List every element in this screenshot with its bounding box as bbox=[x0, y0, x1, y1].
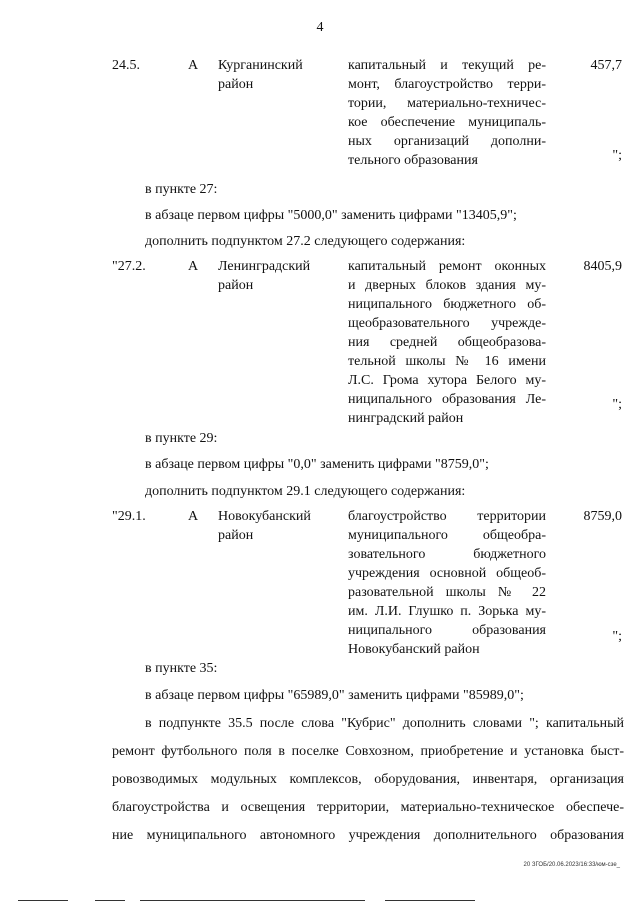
paragraph-subpoint-35-5 bbox=[112, 714, 624, 854]
description-line: капитальный ремонт оконных bbox=[348, 259, 546, 274]
row-district bbox=[218, 56, 328, 94]
paragraph-line: ние муниципального автономного учреждения дополнительного образования bbox=[112, 828, 624, 843]
row-number: 24.5. bbox=[112, 58, 140, 73]
description-line: тельного образования bbox=[348, 153, 478, 168]
district-line: район bbox=[218, 278, 254, 293]
paragraph-point-29-a: в абзаце первом цифры "0,0" заменить цифрами "8759,0"; bbox=[145, 457, 489, 472]
description-line: Л.С. Грома хутора Белого му- bbox=[348, 373, 546, 388]
scan-artifact-line bbox=[385, 900, 475, 901]
scan-artifact-line bbox=[95, 900, 125, 901]
description-line: нинградский район bbox=[348, 411, 464, 426]
description-line: им. Л.И. Глушко п. Зорька му- bbox=[348, 604, 546, 619]
paragraph-point-29: в пункте 29: bbox=[145, 431, 218, 446]
description-line: ниципального образования bbox=[348, 623, 546, 638]
row-number: "29.1. bbox=[112, 509, 146, 524]
paragraph-point-35-a: в абзаце первом цифры "65989,0" заменить цифрами "85989,0"; bbox=[145, 688, 524, 703]
row-category: А bbox=[188, 259, 199, 274]
row-description bbox=[348, 56, 546, 170]
row-number: "27.2. bbox=[112, 259, 146, 274]
scan-artifact-line bbox=[140, 900, 365, 901]
paragraph-line: ремонт футбольного поля в поселке Совхозном, приобретение и установка быст- bbox=[112, 744, 624, 759]
paragraph-line: ровозводимых модульных комплексов, оборудования, инвентаря, организация bbox=[112, 772, 624, 787]
district-line: Курганинский bbox=[218, 58, 303, 73]
description-line: разовательной школы № 22 bbox=[348, 585, 546, 600]
description-line: тории, материально-техничес- bbox=[348, 96, 546, 111]
description-line: и дверных блоков здания му- bbox=[348, 278, 546, 293]
description-line: учреждения основной общеоб- bbox=[348, 566, 546, 581]
row-closing-quote: "; bbox=[612, 148, 622, 163]
description-line: благоустройство территории bbox=[348, 509, 546, 524]
district-line: район bbox=[218, 528, 254, 543]
table-row bbox=[0, 507, 640, 657]
paragraph-point-35: в пункте 35: bbox=[145, 661, 218, 676]
row-description bbox=[348, 257, 546, 428]
paragraph-point-27: в пункте 27: bbox=[145, 182, 218, 197]
row-category: А bbox=[188, 58, 199, 73]
paragraph-point-27-a: в абзаце первом цифры "5000,0" заменить цифрами "13405,9"; bbox=[145, 208, 517, 223]
description-line: щеобразовательного учрежде- bbox=[348, 316, 546, 331]
row-description bbox=[348, 507, 546, 659]
district-line: Ленинградский bbox=[218, 259, 311, 274]
row-district bbox=[218, 507, 328, 545]
description-line: кое обеспечение муниципаль- bbox=[348, 115, 546, 130]
description-line: тельной школы № 16 имени bbox=[348, 354, 546, 369]
row-amount: 8405,9 bbox=[583, 259, 622, 274]
row-amount: 8759,0 bbox=[583, 509, 622, 524]
row-closing-quote: "; bbox=[612, 629, 622, 644]
row-district bbox=[218, 257, 328, 295]
description-line: ниципального бюджетного об- bbox=[348, 297, 546, 312]
paragraph-line: благоустройства и освещения территории, материально-техническое обеспече- bbox=[112, 800, 624, 815]
document-code: 20 ЗГОБ/20.06.2023/16:33/юм-сзе_ bbox=[523, 862, 620, 868]
description-line: зовательного бюджетного bbox=[348, 547, 546, 562]
description-line: ниципального образования Ле- bbox=[348, 392, 546, 407]
description-line: монт, благоустройство терри- bbox=[348, 77, 546, 92]
district-line: Новокубанский bbox=[218, 509, 311, 524]
row-amount: 457,7 bbox=[590, 58, 622, 73]
description-line: ния средней общеобразова- bbox=[348, 335, 546, 350]
description-line: ных организаций дополни- bbox=[348, 134, 546, 149]
table-row bbox=[0, 257, 640, 426]
description-line: капитальный и текущий ре- bbox=[348, 58, 546, 73]
district-line: район bbox=[218, 77, 254, 92]
scan-artifact-line bbox=[18, 900, 68, 901]
description-line: муниципального общеобра- bbox=[348, 528, 546, 543]
row-closing-quote: "; bbox=[612, 397, 622, 412]
paragraph-line: в подпункте 35.5 после слова "Кубрис" дополнить словами "; капитальный bbox=[145, 716, 624, 731]
table-row bbox=[0, 56, 640, 168]
row-category: А bbox=[188, 509, 199, 524]
page-number: 4 bbox=[316, 20, 324, 35]
description-line: Новокубанский район bbox=[348, 642, 480, 657]
paragraph-point-29-b: дополнить подпунктом 29.1 следующего содержания: bbox=[145, 484, 466, 499]
paragraph-point-27-b: дополнить подпунктом 27.2 следующего содержания: bbox=[145, 234, 466, 249]
